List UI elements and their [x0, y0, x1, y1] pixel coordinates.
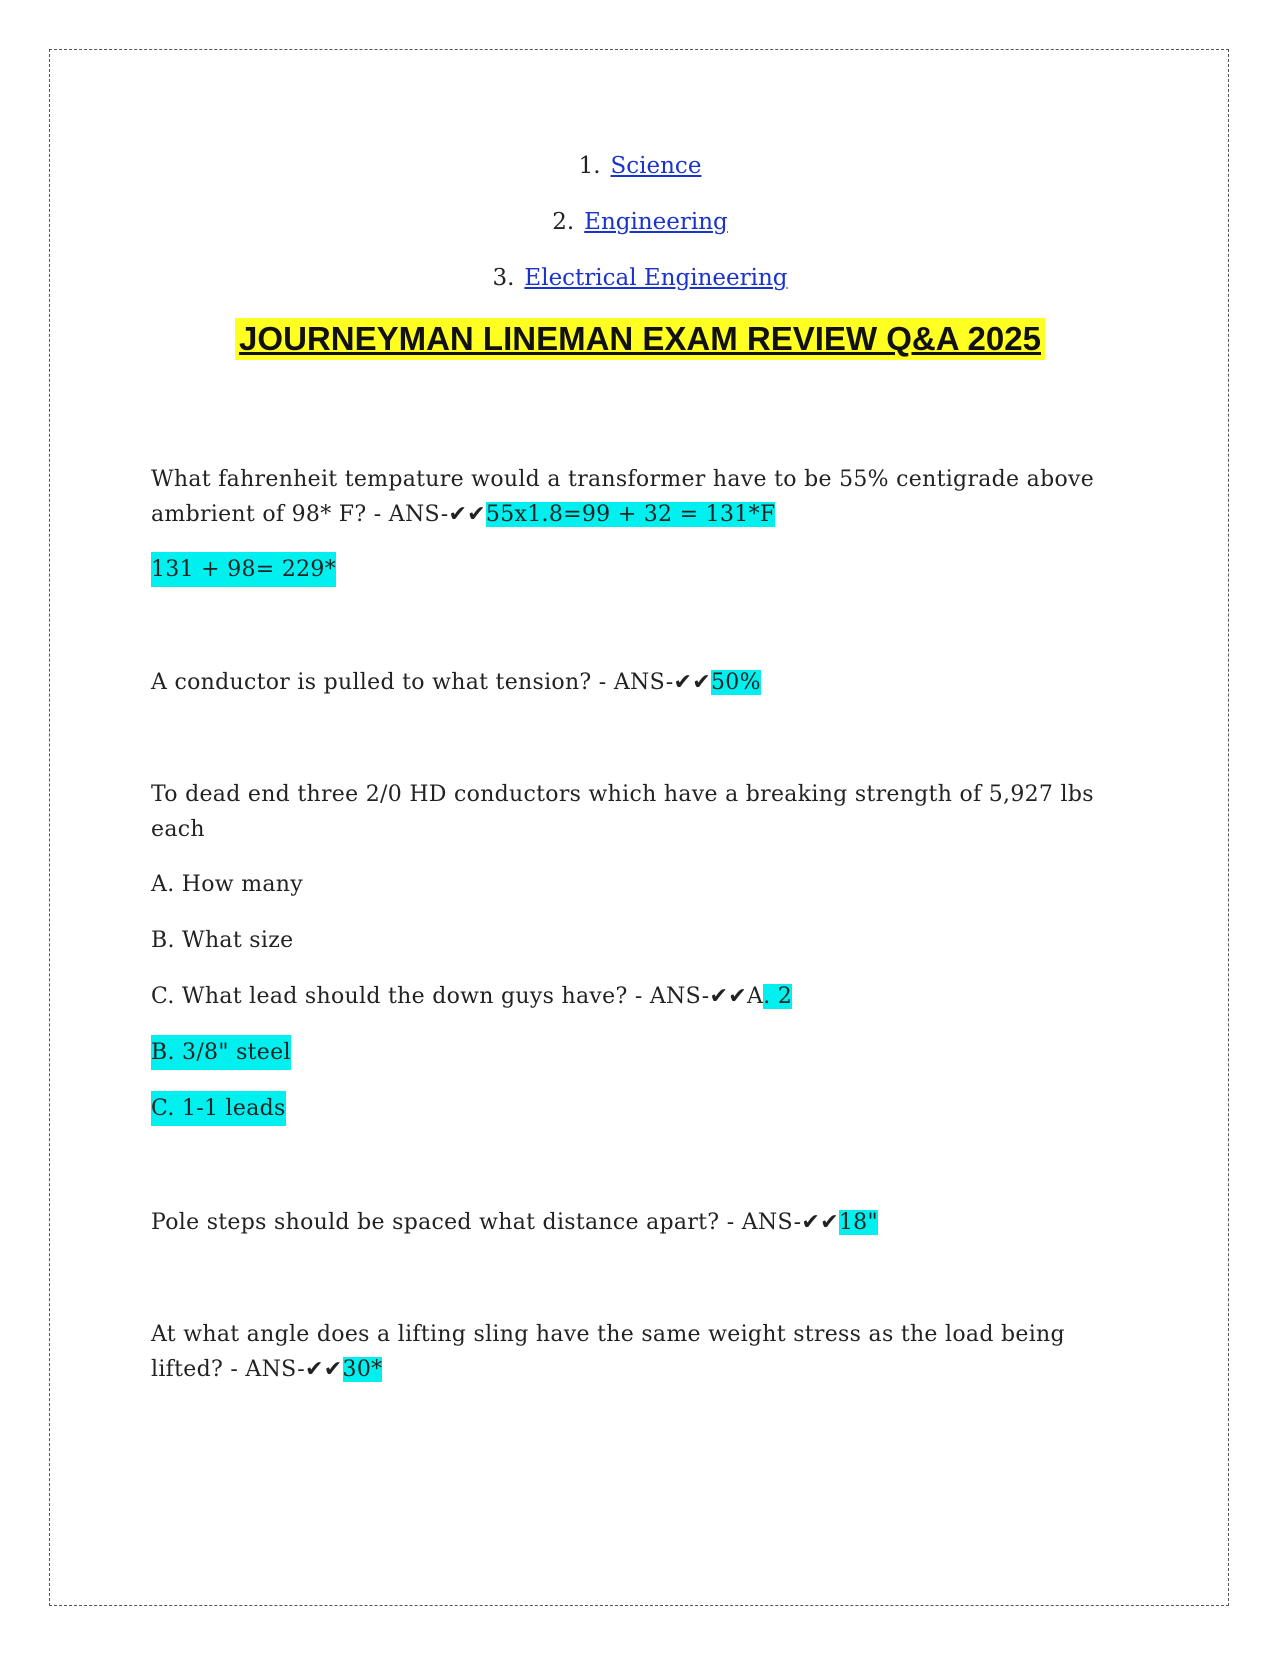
- question-text: To dead end three 2/0 HD conductors which have a breaking strength of 5,927 lbs each: [151, 782, 1094, 842]
- question-block: [151, 665, 1141, 700]
- question-block: [151, 1317, 1141, 1387]
- question-text: At what angle does a lifting sling have the same weight stress as the load being lifted? -: [151, 1322, 1065, 1382]
- breadcrumb-item: [0, 204, 1280, 260]
- answer-highlight: . 2: [763, 984, 793, 1009]
- sub-question-text: A. How many: [151, 872, 304, 897]
- answer-highlight: 18": [838, 1210, 878, 1235]
- breadcrumb: [0, 148, 1280, 316]
- sub-question-text: C. What lead should the down guys have? -: [151, 984, 643, 1009]
- answer-plain: A: [746, 984, 764, 1009]
- sub-question: [151, 923, 1141, 958]
- answer-line: [151, 1091, 1141, 1126]
- breadcrumb-number: 1.: [578, 153, 601, 179]
- breadcrumb-item: [0, 148, 1280, 204]
- question-block: [151, 1205, 1141, 1240]
- breadcrumb-link-electrical-engineering[interactable]: Electrical Engineering: [524, 265, 788, 291]
- answer-prefix: ANS-: [245, 1357, 306, 1382]
- sub-question: [151, 979, 1141, 1014]
- answer-highlight: 131 + 98= 229*: [151, 552, 336, 587]
- answer-prefix: ANS-: [649, 984, 710, 1009]
- check-marks-icon: ✔✔: [673, 670, 711, 695]
- answer-highlight: C. 1-1 leads: [151, 1091, 286, 1126]
- answer-highlight: 55x1.8=99 + 32 = 131*F: [485, 502, 776, 527]
- check-marks-icon: ✔✔: [448, 502, 486, 527]
- answer-highlight: 50%: [710, 670, 761, 695]
- answer-prefix: ANS-: [741, 1210, 802, 1235]
- check-marks-icon: ✔✔: [305, 1357, 343, 1382]
- breadcrumb-link-science[interactable]: Science: [610, 153, 702, 179]
- check-marks-icon: ✔✔: [801, 1210, 839, 1235]
- answer-prefix: ANS-: [613, 670, 674, 695]
- question-text: Pole steps should be spaced what distance apart? -: [151, 1210, 735, 1235]
- title-container: [0, 318, 1280, 360]
- answer-line: [151, 1035, 1141, 1070]
- page-title: JOURNEYMAN LINEMAN EXAM REVIEW Q&A 2025: [235, 318, 1045, 360]
- answer-line: [151, 552, 1141, 587]
- sub-question: [151, 867, 1141, 902]
- breadcrumb-link-engineering[interactable]: Engineering: [584, 209, 728, 235]
- sub-question-text: B. What size: [151, 928, 294, 953]
- breadcrumb-number: 2.: [552, 209, 575, 235]
- answer-prefix: ANS-: [388, 502, 449, 527]
- question-text: What fahrenheit tempature would a transformer have to be 55% centigrade above ambrient of 98* F? -: [151, 467, 1095, 527]
- check-marks-icon: ✔✔: [709, 984, 747, 1009]
- question-block: [151, 462, 1141, 532]
- answer-highlight: 30*: [342, 1357, 383, 1382]
- question-text: A conductor is pulled to what tension? -: [151, 670, 607, 695]
- breadcrumb-item: [0, 260, 1280, 316]
- answer-highlight: B. 3/8" steel: [151, 1035, 291, 1070]
- question-block: [151, 777, 1141, 847]
- breadcrumb-number: 3.: [492, 265, 515, 291]
